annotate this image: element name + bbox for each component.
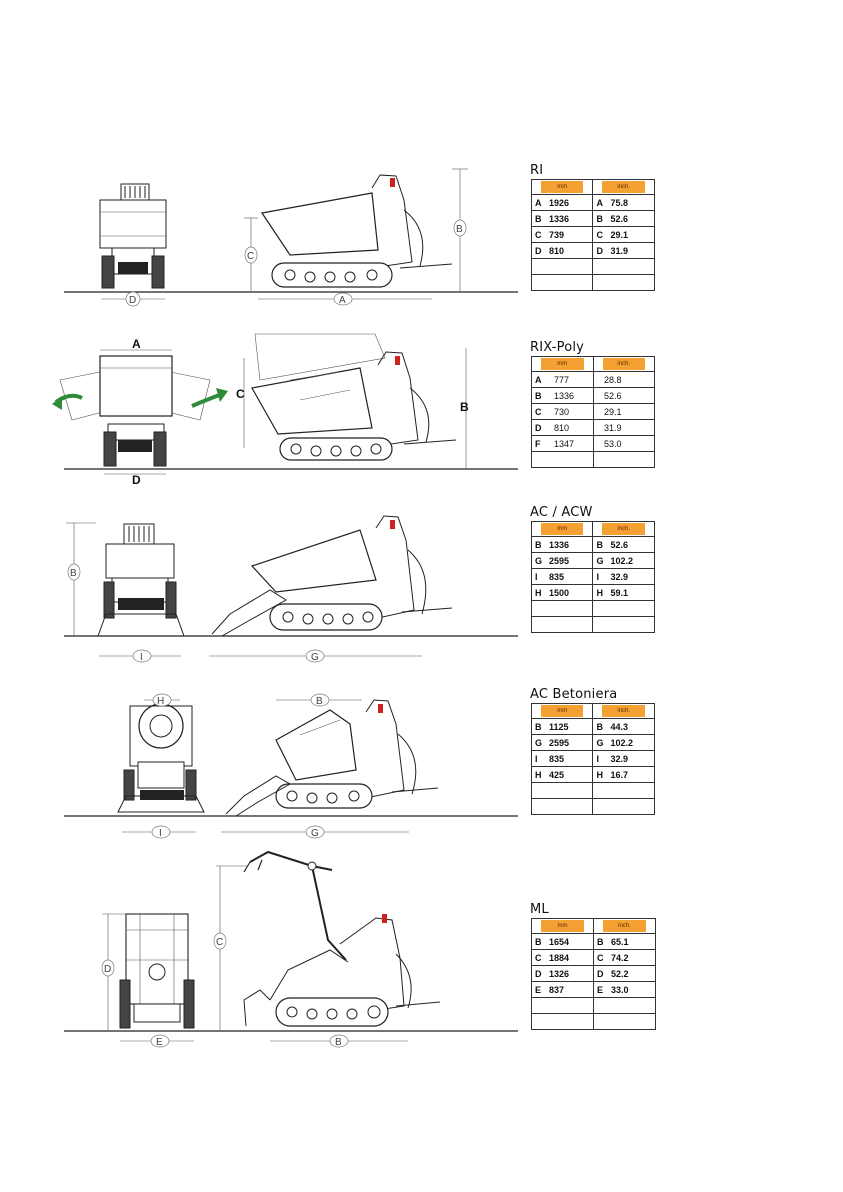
- betoniera-label-i: I: [159, 828, 162, 839]
- ml-label-c: C: [216, 937, 224, 948]
- betoniera-label-g: G: [311, 828, 319, 839]
- table-row: B 1336 B 52.6: [532, 211, 655, 227]
- table-row: H 425 H 16.7: [532, 767, 655, 783]
- table-row: D 1326 D 52.2: [532, 966, 656, 982]
- model-title-ri: RI: [530, 163, 544, 178]
- ac-label-g: G: [311, 652, 319, 663]
- ml-front-view: [64, 914, 518, 1048]
- model-title-ac-acw: AC / ACW: [530, 505, 593, 520]
- table-row: B 1125 B 44.3: [532, 719, 655, 735]
- spec-table-ac-betoniera: mm inch. B 1125 B 44.3 G 2595 G 102.2 I 835 I 32.9 H 425 H 16.7: [531, 703, 655, 815]
- model-title-ac-betoniera: AC Betoniera: [530, 687, 618, 702]
- table-row: D 810 31.9: [532, 420, 655, 436]
- table-row: B 1654 B 65.1: [532, 934, 656, 950]
- spec-table-ac-acw: mm inch. B 1336 B 52.6 G 2595 G 102.2 I 835 I 32.9 H 1500 H 59.1: [531, 521, 655, 633]
- betoniera-side-view: [221, 694, 438, 839]
- spec-table-ml: mm inch. B 1654 B 65.1 C 1884 C 74.2 D 1326 D 52.2 E 837 E 33.0: [531, 918, 656, 1030]
- table-row: G 2595 G 102.2: [532, 553, 655, 569]
- ac-side-view: [209, 516, 452, 663]
- rix-front-view: [52, 337, 518, 487]
- rix-label-b: B: [460, 400, 469, 414]
- betoniera-label-b: B: [316, 696, 323, 707]
- table-row: C 730 29.1: [532, 404, 655, 420]
- ml-side-view: [214, 852, 440, 1048]
- table-row: A 777 28.8: [532, 372, 655, 388]
- unit-inch: inch.: [602, 181, 645, 193]
- ac-front-view: [64, 523, 518, 663]
- table-row: B 1336 52.6: [532, 388, 655, 404]
- rix-side-view: [236, 334, 469, 469]
- ac-label-b: B: [70, 568, 77, 579]
- table-row: D 810 D 31.9: [532, 243, 655, 259]
- ri-label-d: D: [129, 295, 137, 306]
- table-row: E 837 E 33.0: [532, 982, 656, 998]
- ri-label-c: C: [247, 251, 255, 262]
- rix-label-d: D: [132, 473, 141, 487]
- betoniera-front-view: [64, 694, 518, 839]
- table-row: F 1347 53.0: [532, 436, 655, 452]
- ml-label-b: B: [335, 1037, 342, 1048]
- model-title-rix-poly: RIX-Poly: [530, 340, 585, 355]
- ml-label-d: D: [104, 964, 112, 975]
- table-row: B 1336 B 52.6: [532, 537, 655, 553]
- table-row: I 835 I 32.9: [532, 751, 655, 767]
- table-row: G 2595 G 102.2: [532, 735, 655, 751]
- model-title-ml: ML: [530, 902, 549, 917]
- ri-label-a: A: [339, 295, 346, 306]
- ac-label-i: I: [140, 652, 143, 663]
- ml-label-e: E: [156, 1037, 163, 1048]
- table-row: A 1926 A 75.8: [532, 195, 655, 211]
- ri-label-b: B: [456, 224, 463, 235]
- betoniera-label-h: H: [157, 696, 165, 707]
- rix-label-a: A: [132, 337, 141, 351]
- table-row: C 739 C 29.1: [532, 227, 655, 243]
- spec-table-rix-poly: mm inch. A 777 28.8 B 1336 52.6 C 730 29.1 D 810 31.9 F 1347 53.0: [531, 356, 655, 468]
- table-row: H 1500 H 59.1: [532, 585, 655, 601]
- table-row: I 835 I 32.9: [532, 569, 655, 585]
- unit-mm: mm: [541, 181, 583, 193]
- rix-label-c: C: [236, 387, 245, 401]
- table-row: C 1884 C 74.2: [532, 950, 656, 966]
